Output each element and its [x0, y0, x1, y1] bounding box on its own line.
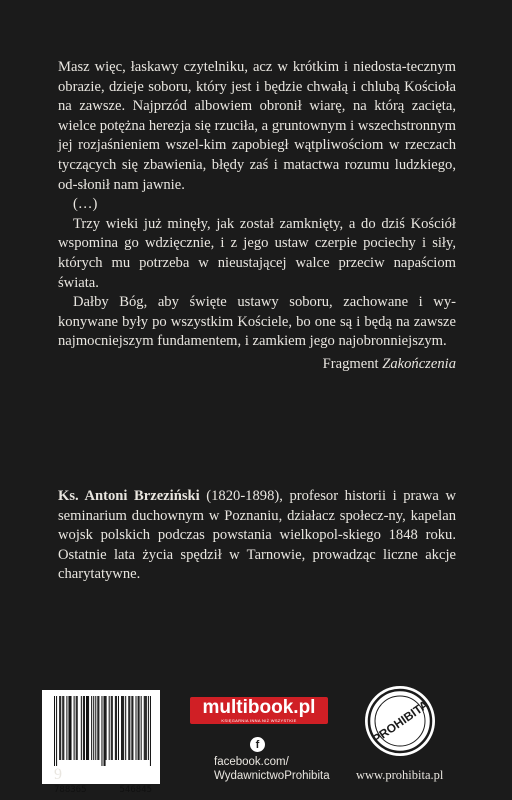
barcode-bar	[68, 696, 69, 760]
barcode-bar	[111, 696, 112, 760]
barcode-bar	[148, 696, 149, 760]
barcode-bar	[121, 696, 122, 760]
barcode-bar	[112, 696, 113, 760]
barcode-bar	[104, 696, 105, 766]
barcode-bar	[86, 696, 87, 760]
barcode-bar	[74, 696, 75, 760]
barcode-bar	[60, 696, 61, 760]
barcode-bar	[91, 696, 92, 760]
barcode-bar	[97, 696, 98, 760]
barcode-bar	[131, 696, 132, 760]
barcode-bar	[145, 696, 146, 760]
barcode-bar	[88, 696, 89, 760]
seal-text: PROHIBITA	[369, 697, 432, 747]
barcode-bar	[98, 696, 99, 760]
barcode-bar	[144, 696, 145, 760]
barcode-bar	[84, 696, 85, 760]
barcode-bar	[141, 696, 142, 760]
barcode-bar	[56, 696, 57, 766]
facebook-link-line-1: facebook.com/	[214, 756, 289, 768]
author-bio-text: (1820-1898), profesor historii i prawa w seminarium duchownym w Poznaniu, działacz społecz-ny, kapelan wojsk polskich podczas powstania wielkopol-skiego 1848 roku. Ostatnie lata życia spędził w Tarnowie, prowadząc liczne akcje charytatywne.	[58, 488, 456, 583]
barcode-bar	[109, 696, 110, 760]
quote-paragraph-1: Masz więc, łaskawy czytelniku, acz w krótkim i niedosta-tecznym obrazie, dzieje soboru, który jest i będzie chwałą i chlubą Kościoła na zawsze. Najprzód albowiem obronił wiarę, na którą zacięta, wielce potężna herezja się rzuciła, a gruntownym i wszechstronnym jej rozjaśnieniem wszel-kim zapobiegł wątpliwościom w rzeczach tyczących się zbawienia, błędy zaś i matactwa rozumu ludzkiego, od-słonił nam jawnie.	[58, 59, 456, 193]
barcode-bar	[93, 696, 94, 760]
barcode-bar	[81, 696, 82, 760]
quote-ellipsis: (…)	[73, 196, 98, 213]
barcode-bar	[125, 696, 126, 760]
barcode-bar	[77, 696, 78, 760]
prohibita-seal-logo	[362, 683, 438, 759]
quote-source-title: Zakończenia	[382, 355, 456, 372]
barcode-bar	[95, 696, 96, 760]
barcode-bars	[54, 696, 152, 766]
barcode-group-1: 788365	[54, 785, 87, 795]
barcode-bar	[138, 696, 139, 760]
barcode-bar	[59, 696, 60, 760]
barcode-bar	[69, 696, 70, 760]
multibook-logo-text: multibook.pl	[202, 697, 316, 718]
barcode-bar	[116, 696, 117, 760]
barcode-bar	[132, 696, 133, 760]
barcode-bar	[87, 696, 88, 760]
quote-paragraph-2: Trzy wieki już minęły, jak został zamknięty, a do dziś Kościół wspomina go wdzięcznie, i z jego ustaw czerpie pociechy i siły, których mu potrzeba w nieustającej walce przeciw napaściom świata.	[58, 215, 456, 291]
barcode-bar	[54, 696, 55, 766]
barcode-bar	[123, 696, 124, 760]
barcode-bar	[105, 696, 106, 766]
barcode-bar	[63, 696, 64, 760]
barcode-bar	[128, 696, 129, 760]
facebook-icon[interactable]: f	[250, 737, 265, 752]
facebook-link-line-2: WydawnictwoProhibita	[214, 770, 330, 782]
barcode-bar	[150, 696, 151, 766]
author-bio	[58, 487, 456, 585]
back-cover-quote	[58, 58, 456, 375]
barcode-bar	[71, 696, 72, 760]
barcode-bar	[122, 696, 123, 760]
barcode-bar	[118, 696, 119, 760]
facebook-link[interactable]	[214, 755, 330, 783]
quote-source-prefix: Fragment	[322, 355, 379, 372]
barcode-bar	[66, 696, 67, 760]
barcode-bar	[135, 696, 136, 760]
barcode-lead-digit: 9	[54, 766, 62, 783]
barcode-bar	[62, 696, 63, 760]
barcode-bar	[129, 696, 130, 760]
barcode-bar	[146, 696, 147, 760]
quote-paragraph-3: Dałby Bóg, aby święte ustawy soboru, zachowane i wy-konywane były po wszystkim Kościele, bo one są i będą na zawsze najmocniejszym fundamentem, i zamkiem jego najobronniejszym.	[58, 294, 456, 350]
author-name: Ks. Antoni Brzeziński	[58, 488, 200, 504]
barcode-bar	[101, 696, 102, 766]
barcode-bar	[106, 696, 107, 760]
barcode-bar	[83, 696, 84, 760]
isbn-barcode	[42, 690, 160, 795]
multibook-tagline: KSIĘGARNIA INNA NIŻ WSZYSTKIE	[221, 718, 297, 723]
multibook-logo[interactable]	[190, 697, 328, 724]
quote-source	[58, 355, 456, 375]
barcode-group-2: 546845	[119, 785, 152, 795]
barcode-bar	[115, 696, 116, 760]
publisher-website[interactable]: www.prohibita.pl	[356, 768, 444, 782]
barcode-bar	[139, 696, 140, 760]
barcode-bar	[76, 696, 77, 760]
